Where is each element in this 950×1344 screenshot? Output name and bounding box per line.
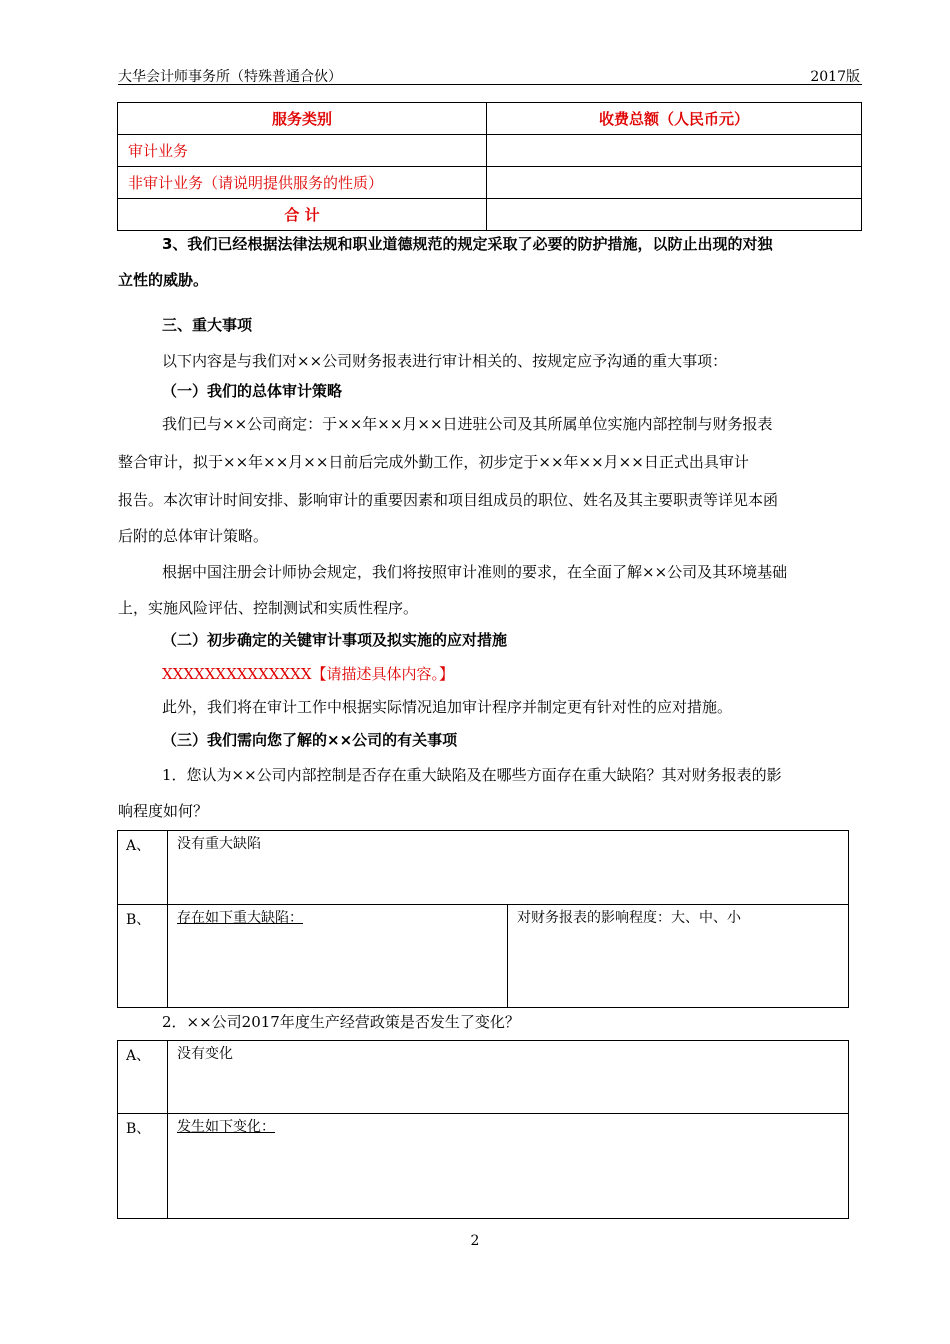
- question-1-line1: 1．您认为××公司内部控制是否存在重大缺陷及在哪些方面存在重大缺陷？其对财务报表的影: [162, 766, 782, 784]
- answer-option-b-text: [168, 1114, 849, 1219]
- answer-option-b-label: B、: [118, 905, 168, 1008]
- fee-table-row: [118, 135, 862, 167]
- question-2: 2．××公司2017年度生产经营政策是否发生了变化？: [162, 1013, 520, 1031]
- fee-category-non-audit: 非审计业务（请说明提供服务的性质）: [118, 167, 487, 199]
- fee-table-header-row: [118, 103, 862, 135]
- fee-amount-audit: [487, 135, 862, 167]
- answer-option-a-label: A、: [118, 831, 168, 905]
- answer-option-a-text: 没有重大缺陷: [168, 831, 849, 905]
- page-number: 2: [470, 1233, 480, 1249]
- subsection-title-audit-strategy: （一）我们的总体审计策略: [162, 382, 343, 400]
- fee-table: [117, 102, 862, 231]
- header-version: 2017版: [810, 69, 860, 85]
- fee-total-amount: [487, 199, 862, 231]
- strategy-paragraph-line: 后附的总体审计策略。: [118, 527, 269, 545]
- answer-option-a-text: 没有变化: [168, 1041, 849, 1114]
- subsection-title-key-audit-matters: （二）初步确定的关键审计事项及拟实施的应对措施: [162, 631, 508, 649]
- question-2-answer-table: [117, 1040, 849, 1219]
- major-matters-intro: 以下内容是与我们对××公司财务报表进行审计相关的、按规定应予沟通的重大事项：: [162, 352, 728, 370]
- fee-header-amount: 收费总额（人民币元）: [487, 103, 862, 135]
- question-1-answer-table: [117, 830, 849, 1008]
- fee-category-audit: 审计业务: [118, 135, 487, 167]
- placeholder-describe-content: XXXXXXXXXXXXXX【请描述具体内容。】: [162, 665, 455, 683]
- fee-table-total-row: [118, 199, 862, 231]
- answer-row-b: [118, 1114, 849, 1219]
- risk-paragraph-line: 上，实施风险评估、控制测试和实质性程序。: [118, 599, 419, 617]
- subsection-title-inquiries: （三）我们需向您了解的××公司的有关事项: [162, 731, 458, 749]
- header-rule: [118, 84, 862, 85]
- answer-option-b-impact: 对财务报表的影响程度：大、中、小: [508, 905, 849, 1008]
- fee-total-label: 合 计: [118, 199, 487, 231]
- answer-option-a-label: A、: [118, 1041, 168, 1114]
- answer-option-b-underlined-text: 存在如下重大缺陷：: [177, 910, 303, 926]
- answer-option-b-label: B、: [118, 1114, 168, 1219]
- section-title-major-matters: 三、重大事项: [162, 316, 253, 334]
- answer-row-b: [118, 905, 849, 1008]
- independence-statement-line2: 立性的威胁。: [118, 271, 209, 289]
- strategy-paragraph-line: 我们已与××公司商定：于××年××月××日进驻公司及其所属单位实施内部控制与财务报表: [162, 415, 773, 433]
- answer-option-b-underlined-text: 发生如下变化：: [177, 1119, 275, 1135]
- fee-amount-non-audit: [487, 167, 862, 199]
- strategy-paragraph-line: 报告。本次审计时间安排、影响审计的重要因素和项目组成员的职位、姓名及其主要职责等详见本函: [118, 491, 779, 509]
- header-firm-name: 大华会计师事务所（特殊普通合伙）: [118, 69, 342, 85]
- additional-procedures-paragraph: 此外，我们将在审计工作中根据实际情况追加审计程序并制定更有针对性的应对措施。: [162, 698, 733, 716]
- answer-row-a: [118, 1041, 849, 1114]
- independence-statement-line1: 3、我们已经根据法律法规和职业道德规范的规定采取了必要的防护措施，以防止出现的对独: [162, 235, 773, 253]
- question-1-line2: 响程度如何？: [118, 802, 209, 820]
- answer-option-b-text: [168, 905, 508, 1008]
- risk-paragraph-line: 根据中国注册会计师协会规定，我们将按照审计准则的要求，在全面了解××公司及其环境基础: [162, 563, 788, 581]
- strategy-paragraph-line: 整合审计，拟于××年××月××日前后完成外勤工作，初步定于××年××月××日正式出具审计: [118, 453, 749, 471]
- fee-header-category: 服务类别: [118, 103, 487, 135]
- answer-row-a: [118, 831, 849, 905]
- fee-table-row: [118, 167, 862, 199]
